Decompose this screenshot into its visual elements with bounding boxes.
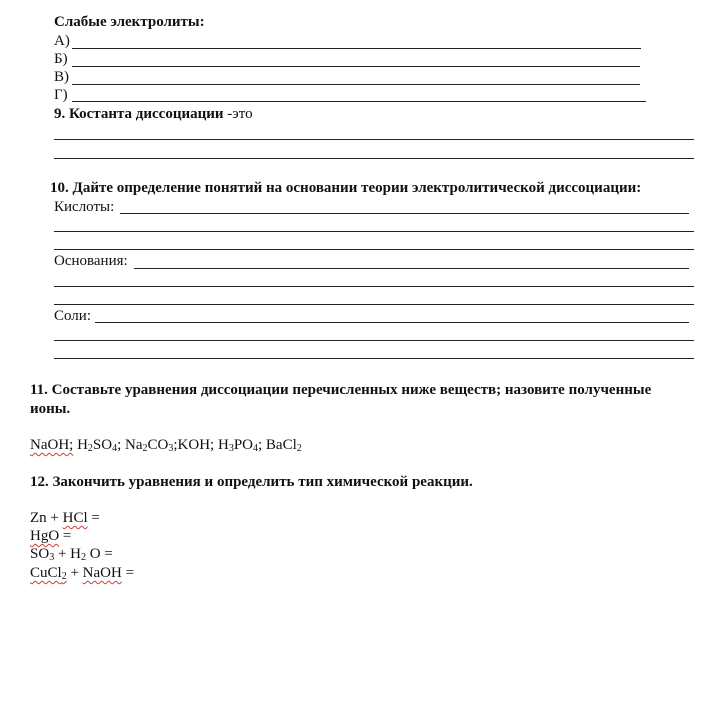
acids-line-2[interactable] (54, 231, 694, 232)
answer-line-b[interactable] (72, 66, 640, 67)
acids-label: Кислоты: (54, 199, 115, 215)
question-9-number-title: 9. Костанта диссоциации (54, 106, 224, 122)
question-12-title: 12. Закончить уравнения и определить тип химической реакции. (30, 474, 473, 490)
salts-line-2[interactable] (54, 340, 694, 341)
bases-line-2[interactable] (54, 286, 694, 287)
weak-electrolytes-heading: Слабые электролиты: (54, 14, 205, 30)
q9-answer-line-2[interactable] (54, 158, 694, 159)
question-10-title: 10. Дайте определение понятий на основании теории электролитической диссоциации: (50, 180, 642, 196)
substance-bacl2: BaCl$_2$ (265, 437, 302, 454)
salts-label: Соли: (54, 308, 91, 324)
substance-h2so4: $H_2SO_4$; (77, 437, 122, 454)
item-label-c: В) (54, 69, 69, 85)
equation-4: CuCl$_2$ + NaOH = (30, 565, 135, 582)
acids-answer-line[interactable] (120, 213, 689, 214)
question-9-suffix: -это (223, 106, 253, 122)
item-label-b: Б) (54, 51, 68, 67)
equation-2: HgO = (30, 528, 72, 544)
equation-1: Zn + HCl = (30, 510, 100, 526)
cucl2-formula: CuCl$_2$ (30, 565, 67, 582)
naoh-formula: NaOH (82, 565, 122, 581)
substance-koh: KOH; (177, 437, 215, 453)
item-label-a: А) (54, 33, 70, 49)
equation-3: $SO_3 + H_2$ O = (30, 546, 113, 563)
substance-naoh: NaOH; (30, 437, 74, 453)
salts-line-3[interactable] (54, 358, 694, 359)
bases-line-3[interactable] (54, 304, 694, 305)
substance-na2co3: $Na_2CO_3$; (125, 437, 178, 454)
salts-answer-line[interactable] (95, 322, 689, 323)
hgo-formula: HgO (30, 528, 60, 544)
answer-line-d[interactable] (72, 101, 646, 102)
acids-line-3[interactable] (54, 249, 694, 250)
substance-h3po4: $H_3PO_4$; (217, 437, 263, 454)
bases-answer-line[interactable] (134, 268, 689, 269)
item-label-d: Г) (54, 87, 68, 103)
bases-label: Основания: (54, 253, 128, 269)
answer-line-a[interactable] (72, 48, 641, 49)
q9-answer-line-1[interactable] (54, 139, 694, 140)
answer-line-c[interactable] (72, 84, 640, 85)
hcl-formula: HCl (62, 510, 88, 526)
substances-list (30, 437, 302, 454)
question-11-title: 11. Составьте уравнения диссоциации перечисленных ниже веществ; назовите полученные (30, 382, 652, 398)
question-11-title-cont: ионы. (30, 401, 71, 417)
question-9-title (54, 106, 253, 123)
